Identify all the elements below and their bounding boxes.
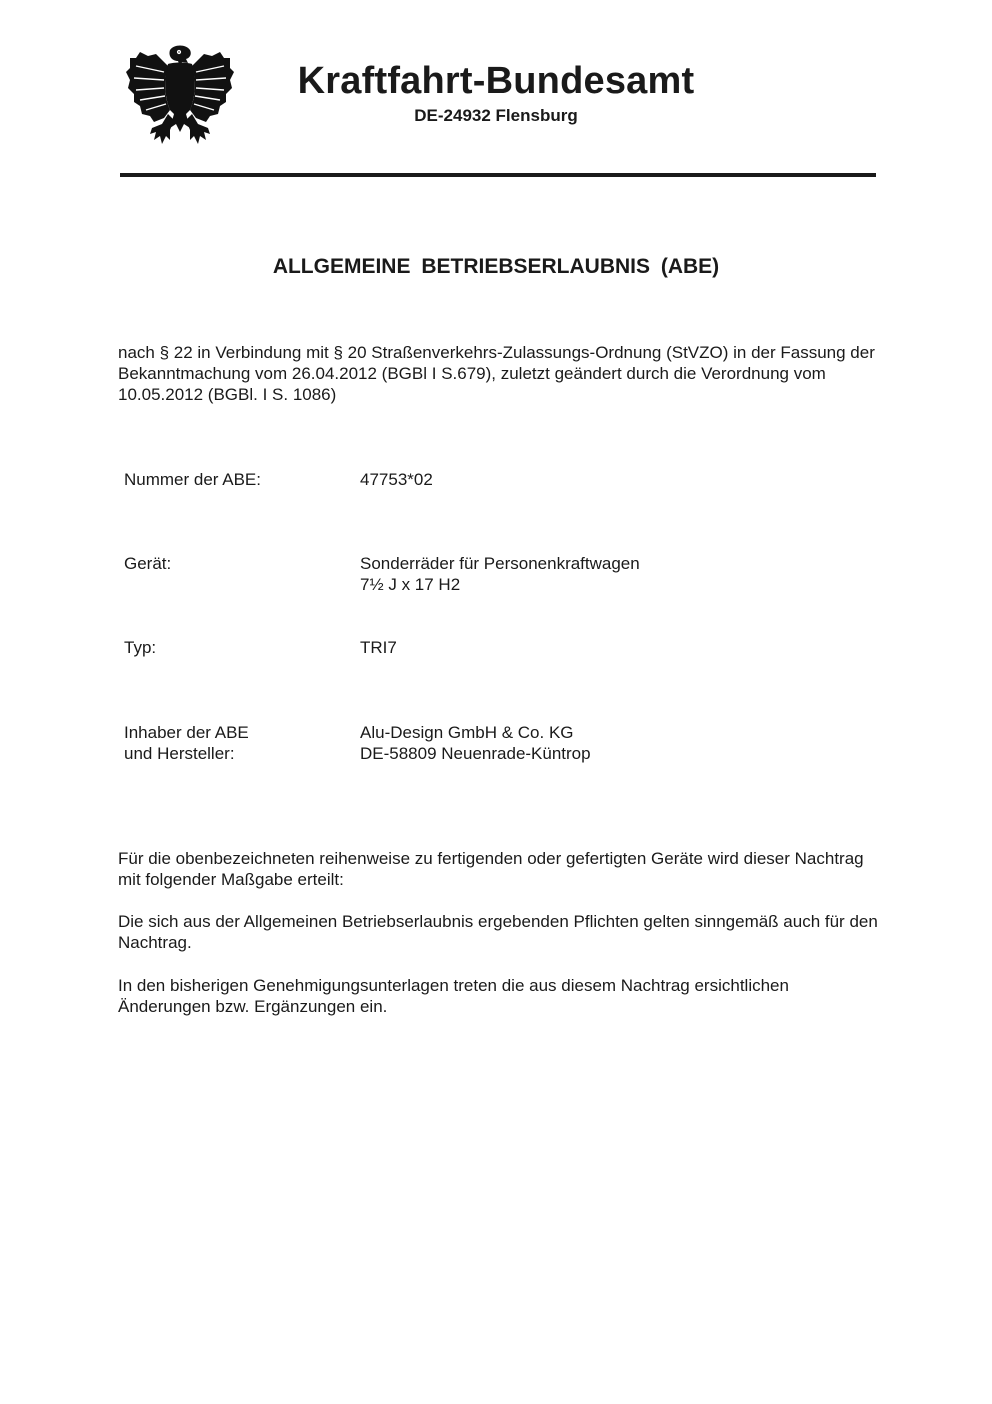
legal-basis-paragraph: nach § 22 in Verbindung mit § 20 Straßenverkehrs-Zulassungs-Ordnung (StVZO) in der Fassung der Bekanntmachung vom 26.04.2012 (BGBl I S.679), zuletzt geändert durch die Verordnung vom 10.05.2012 (BGBl. I S. 1086) (118, 343, 875, 404)
organization-address: DE-24932 Flensburg (414, 106, 578, 125)
body-paragraph: In den bisherigen Genehmigungsunterlagen treten die aus diesem Nachtrag ersichtlichen Änderungen bzw. Ergänzungen ein. (118, 976, 789, 1016)
type-label: Typ: (124, 638, 157, 657)
holder-label-line: Inhaber der ABE (124, 723, 249, 742)
organization-name: Kraftfahrt-Bundesamt (297, 60, 695, 102)
holder-label (124, 722, 344, 764)
document-title: ALLGEMEINE BETRIEBSERLAUBNIS (ABE) (272, 255, 720, 278)
abe-number-value: 47753*02 (360, 470, 433, 489)
body-paragraph: Für die obenbezeichneten reihenweise zu fertigenden oder gefertigten Geräte wird dieser Nachtrag mit folgender Maßgabe erteilt: (118, 849, 864, 889)
holder-value-line: DE-58809 Neuenrade-Küntrop (360, 744, 591, 763)
header-divider (120, 173, 876, 177)
holder-label-line: und Hersteller: (124, 744, 235, 763)
federal-eagle-icon (126, 44, 234, 146)
device-value-line: 7½ J x 17 H2 (360, 575, 461, 594)
device-label: Gerät: (124, 554, 172, 573)
device-value (360, 553, 860, 595)
body-paragraph: Die sich aus der Allgemeinen Betriebserlaubnis ergebenden Pflichten gelten sinngemäß auch für den Nachtrag. (118, 912, 878, 952)
type-value: TRI7 (360, 638, 397, 657)
device-value-line: Sonderräder für Personenkraftwagen (360, 554, 640, 573)
holder-value (360, 722, 860, 764)
abe-number-label: Nummer der ABE: (124, 470, 261, 489)
holder-value-line: Alu-Design GmbH & Co. KG (360, 723, 574, 742)
